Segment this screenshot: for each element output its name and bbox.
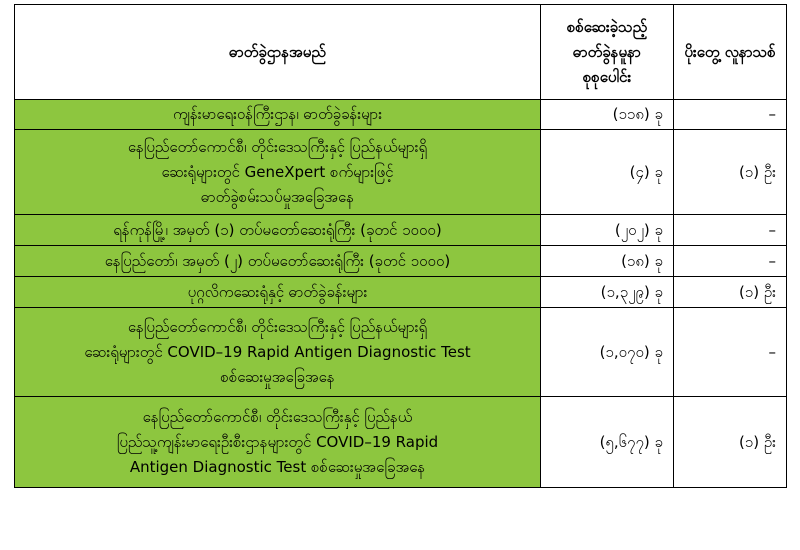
table-row (15, 100, 787, 130)
lab-name-cell (15, 100, 541, 130)
header-new-positive: ပိုးတွေ့ လူနာသစ် (674, 5, 787, 100)
header-row (15, 5, 787, 100)
tested-count: (၁၁၈) ခု (541, 100, 674, 130)
lab-name-cell (15, 215, 541, 246)
lab-name-line: Antigen Diagnostic Test စစ်ဆေးမှုအခြေအနေ (129, 457, 426, 476)
lab-name-line: ပြည်သူ့ကျန်းမာရေးဦးစီးဌာနများတွင် COVID–19 Rapid (116, 432, 439, 451)
table-row (15, 215, 787, 246)
lab-name-line: ရန်ကုန်မြို့၊ အမှတ် (၁) တပ်မတော်ဆေးရုံကြီး (ခုတင် ၁၀၀၀) (113, 220, 442, 239)
lab-name-line: ဓာတ်ခွဲစမ်းသပ်မှုအခြေအနေ (201, 187, 354, 206)
tested-count: (၄) ခု (541, 130, 674, 215)
positive-count: (၁) ဦး (674, 130, 787, 215)
lab-name-line: နေပြည်တော်ကောင်စီ၊ တိုင်းဒေသကြီးနှင့် ပြည်နယ်များရှိ (127, 317, 428, 336)
lab-name-line: စစ်ဆေးမှုအခြေအနေ (220, 367, 335, 386)
table-row (15, 308, 787, 397)
header-lab-name: ဓာတ်ခွဲဌာနအမည် (15, 5, 541, 100)
lab-name-line: ပုဂ္ဂလိကဆေးရုံနှင့် ဓာတ်ခွဲခန်းများ (187, 282, 368, 301)
table-row (15, 130, 787, 215)
tested-count: (၁,၀၇၀) ခု (541, 308, 674, 397)
lab-name-line: ကျန်းမာရေးဝန်ကြီးဌာန၊ ဓာတ်ခွဲခန်းများ (172, 105, 383, 123)
tested-count: (၁၈) ခု (541, 246, 674, 277)
lab-testing-table (14, 4, 787, 488)
lab-name-cell (15, 277, 541, 308)
lab-name-line: နေပြည်တော်ကောင်စီ၊ တိုင်းဒေသကြီးနှင့် ပြည်နယ်များရှိ (127, 137, 428, 156)
lab-name-cell (15, 397, 541, 488)
positive-count: – (674, 308, 787, 397)
positive-count: (၁) ဦး (674, 277, 787, 308)
lab-name-line: ဆေးရုံများတွင် GeneXpert စက်များဖြင့် (161, 162, 394, 181)
table-row (15, 246, 787, 277)
table-row (15, 277, 787, 308)
lab-name-cell (15, 246, 541, 277)
header-total-tested: စစ်ဆေးခဲ့သည့် ဓာတ်ခွဲနမူနာ စုစုပေါင်း (541, 5, 674, 100)
lab-name-line: ဆေးရုံများတွင် COVID–19 Rapid Antigen Diagnostic Test (84, 342, 471, 361)
positive-count: (၁) ဦး (674, 397, 787, 488)
positive-count: – (674, 100, 787, 130)
positive-count: – (674, 215, 787, 246)
tested-count: (၂၀၂) ခု (541, 215, 674, 246)
table-row (15, 397, 787, 488)
positive-count: – (674, 246, 787, 277)
lab-name-cell (15, 130, 541, 215)
lab-name-cell (15, 308, 541, 397)
tested-count: (၁,၃၂၉) ခု (541, 277, 674, 308)
lab-name-line: နေပြည်တော်၊ အမှတ် (၂) တပ်မတော်ဆေးရုံကြီး (ခုတင် ၁၀၀၀) (104, 251, 451, 270)
tested-count: (၅,၆၇၇) ခု (541, 397, 674, 488)
lab-name-line: နေပြည်တော်ကောင်စီ၊ တိုင်းဒေသကြီးနှင့် ပြည်နယ် (142, 407, 413, 426)
